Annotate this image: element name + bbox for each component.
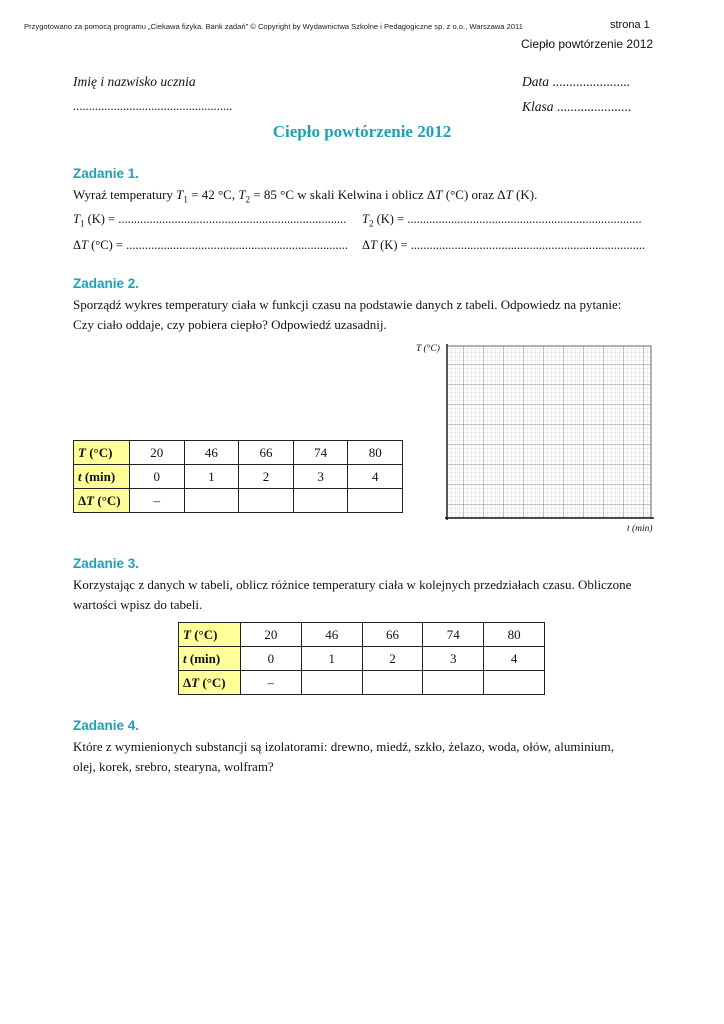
t1-answer-T1K <box>73 212 346 229</box>
name-label: Imię i nazwisko ucznia <box>73 74 196 89</box>
cell-t-1: 1 <box>184 465 239 489</box>
cell-dT-2[interactable] <box>239 489 294 513</box>
task-4-line-1: Które z wymienionych substancji są izolatorami: drewno, miedź, szkło, żelazo, woda, ołów, aluminium, <box>73 739 615 754</box>
class-dots: ...................... <box>556 99 632 114</box>
t1-ans-unit4: (K) = <box>377 238 411 252</box>
cell-T-3: 74 <box>293 441 348 465</box>
name-dots: ................................................... <box>73 99 233 113</box>
cell-T-4: 80 <box>348 441 403 465</box>
row-label-dT: ΔT (°C) <box>179 671 241 695</box>
graph-grid[interactable] <box>443 344 655 522</box>
t1-ans-delta2: Δ <box>362 238 371 252</box>
cell-dT-2[interactable] <box>362 671 423 695</box>
grid-area <box>447 346 651 518</box>
graph-x-label: t (min) <box>627 524 653 534</box>
t1-sym-T3: T <box>435 187 443 202</box>
t1-delta-2: Δ <box>497 187 506 202</box>
class-label: Klasa <box>522 99 554 114</box>
date-label: Data <box>522 74 549 89</box>
table-row-t <box>74 465 403 489</box>
cell-t-3: 3 <box>423 647 484 671</box>
copyright-line: Przygotowano za pomocą programu „Ciekawa fizyka. Bank zadań” © Copyright by Wydawnictwa Szkolne i Pedagogiczne sp. z o.o., Warszawa 2011 <box>24 22 523 31</box>
task-3-data-table <box>178 622 545 695</box>
cell-t-1: 1 <box>301 647 362 671</box>
row-label-t: t (min) <box>179 647 241 671</box>
task-2-line-2: Czy ciało oddaje, czy pobiera ciepło? Odpowiedź uzasadnij. <box>73 317 387 332</box>
t1-ans-T4: T <box>370 238 377 252</box>
cell-t-2: 2 <box>239 465 294 489</box>
t1-ans-T2: T <box>362 212 369 226</box>
task-3-heading: Zadanie 3. <box>73 556 140 571</box>
t1-ans-dots3: ....................................................................... <box>126 238 348 252</box>
t1-text-e: (K). <box>512 187 538 202</box>
t1-sym-T4: T <box>505 187 513 202</box>
t1-sub-1: 1 <box>183 194 188 205</box>
table-row-T <box>74 441 403 465</box>
page-title: Ciepło powtórzenie 2012 <box>272 122 452 141</box>
table-row-t <box>179 647 545 671</box>
table-row-dT <box>74 489 403 513</box>
t1-sym-T2: T <box>238 187 246 202</box>
table-row-dT <box>179 671 545 695</box>
t1-ans-sub2: 2 <box>368 218 374 229</box>
t1-ans-dots1: ......................................................................... <box>118 212 347 226</box>
table-row-T <box>179 623 545 647</box>
cell-T-4: 80 <box>484 623 545 647</box>
cell-dT-4[interactable] <box>484 671 545 695</box>
task-4-heading: Zadanie 4. <box>73 718 140 733</box>
cell-dT-1[interactable] <box>301 671 362 695</box>
task-3-line-2: wartości wpisz do tabeli. <box>73 597 203 612</box>
cell-dT-3[interactable] <box>293 489 348 513</box>
t1-answer-dTC <box>73 238 348 253</box>
graph-y-label: T (°C) <box>416 344 440 354</box>
t1-text-c: = 85 °C w skali Kelwina i oblicz <box>250 187 427 202</box>
class-field <box>522 99 631 115</box>
cell-t-3: 3 <box>293 465 348 489</box>
task-4-line-2: olej, korek, srebro, stearyna, wolfram? <box>73 759 274 774</box>
t1-sym-T1: T <box>176 187 184 202</box>
t1-delta-1: Δ <box>426 187 436 202</box>
row-label-T: T (°C) <box>179 623 241 647</box>
t1-ans-unit2: (K) = <box>373 212 408 226</box>
task-3-line-1: Korzystając z danych w tabeli, oblicz różnice temperatury ciała w kolejnych przedziałach czasu. Obliczone <box>73 577 632 592</box>
cell-t-4: 4 <box>348 465 403 489</box>
cell-T-0: 20 <box>130 441 185 465</box>
cell-T-1: 46 <box>184 441 239 465</box>
t1-ans-delta1: Δ <box>73 238 82 252</box>
cell-t-0: 0 <box>241 647 302 671</box>
cell-T-3: 74 <box>423 623 484 647</box>
date-field <box>522 74 630 90</box>
task-2-data-table <box>73 440 403 513</box>
cell-dT-3[interactable] <box>423 671 484 695</box>
cell-T-1: 46 <box>301 623 362 647</box>
t1-text-a: Wyraź temperatury <box>73 187 177 202</box>
t1-ans-T3: T <box>81 238 88 252</box>
row-label-T: T (°C) <box>74 441 130 465</box>
t1-ans-dots4: ........................................................................... <box>410 238 646 252</box>
cell-T-2: 66 <box>362 623 423 647</box>
cell-T-0: 20 <box>241 623 302 647</box>
t1-ans-sub1: 1 <box>79 218 85 229</box>
t1-ans-T1: T <box>73 212 80 226</box>
cell-T-2: 66 <box>239 441 294 465</box>
task-2-line-1: Sporządź wykres temperatury ciała w funkcji czasu na podstawie danych z tabeli. Odpowiedz na pytanie: <box>73 297 622 312</box>
cell-dT-4[interactable] <box>348 489 403 513</box>
cell-dT-0: – <box>130 489 185 513</box>
t1-ans-unit1: (K) = <box>84 212 119 226</box>
task-2-heading: Zadanie 2. <box>73 276 140 291</box>
t1-sub-2: 2 <box>245 194 251 205</box>
task-1-instruction <box>73 184 537 211</box>
cell-dT-1[interactable] <box>184 489 239 513</box>
cell-t-0: 0 <box>130 465 185 489</box>
task-1-heading: Zadanie 1. <box>73 166 140 181</box>
page-number: strona 1 <box>610 19 650 31</box>
t1-ans-dots2: ........................................................................... <box>407 212 642 226</box>
doc-subtitle: Ciepło powtórzenie 2012 <box>521 37 654 51</box>
cell-dT-0: – <box>241 671 302 695</box>
t1-answer-T2K <box>362 212 642 229</box>
t1-ans-unit3: (°C) = <box>88 238 127 252</box>
t1-text-b: = 42 °C, <box>187 187 239 202</box>
t1-text-d: (°C) oraz <box>442 187 498 202</box>
t1-answer-dTK <box>362 238 645 253</box>
row-label-t: t (min) <box>74 465 130 489</box>
row-label-dT: ΔT (°C) <box>74 489 130 513</box>
cell-t-4: 4 <box>484 647 545 671</box>
cell-t-2: 2 <box>362 647 423 671</box>
date-dots: ....................... <box>552 74 630 89</box>
